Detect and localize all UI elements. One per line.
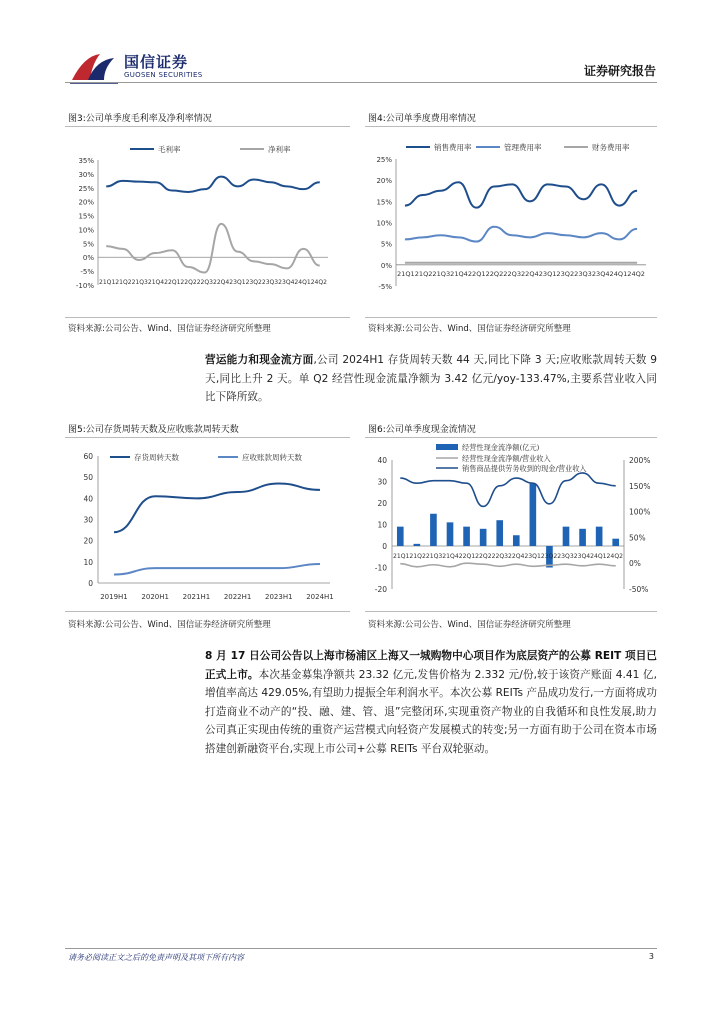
legend-swatch-bar (436, 444, 458, 450)
y-tick-label: 15% (78, 212, 94, 221)
y-tick-label-left: -20 (374, 585, 387, 594)
series-line-1 (405, 227, 637, 242)
series-line-0 (114, 484, 320, 533)
y-tick-label: 0% (380, 261, 392, 270)
y-tick-label: 50 (83, 473, 93, 483)
y-tick-label-left: 30 (377, 477, 387, 487)
figure5-title: 图5:公司存货周转天数及应收账款周转天数 (68, 425, 239, 435)
figure6-source: 资料来源:公司公告、Wind、国信证券经济研究所整理 (368, 620, 571, 630)
y-tick-label-right: 150% (629, 481, 651, 491)
logo-name: 国信证券 (124, 53, 189, 71)
y-tick-label: 60 (83, 452, 93, 461)
figure5-chart (68, 446, 350, 608)
legend-label: 销售费用率 (434, 143, 472, 152)
page-header (0, 0, 724, 90)
y-tick-label: 10% (376, 219, 392, 228)
figure5-bottom-rule (65, 611, 350, 612)
cashflow-bar (463, 527, 470, 546)
y-tick-label: 15% (376, 198, 392, 207)
report-type-label: 证券研究报告 (583, 64, 656, 78)
legend-label: 管理费用率 (504, 143, 542, 152)
ratio-line-0 (400, 563, 615, 567)
figure6-title: 图6:公司单季度现金流情况 (368, 425, 476, 435)
y-tick-label-left: 0 (382, 542, 387, 551)
paragraph-reit (205, 647, 657, 758)
cashflow-bar (480, 529, 487, 546)
figure4-bottom-rule (365, 317, 657, 318)
y-tick-label: 30% (78, 170, 94, 179)
cashflow-bar (447, 522, 454, 546)
header-divider (65, 82, 657, 83)
cashflow-bar (513, 535, 520, 546)
y-tick-label: 0% (82, 254, 94, 263)
figure3-bottom-rule (65, 317, 350, 318)
page-number: 3 (648, 952, 654, 961)
x-tick-label: 2023H1 (265, 593, 293, 601)
x-tick-label: 2022H1 (223, 593, 252, 601)
y-tick-label: -10% (75, 282, 94, 290)
y-tick-label-left: 10 (377, 520, 387, 530)
cashflow-bar (397, 527, 404, 546)
cashflow-bar (579, 529, 586, 546)
figure3-source: 资料来源:公司公告、Wind、国信证券经济研究所整理 (68, 324, 271, 334)
paragraph-operations-lead: 营运能力和现金流方面 (205, 354, 314, 366)
x-tick-label: 2019H1 (100, 593, 128, 601)
paragraph-reit-body: 本次基金募集净额共 23.32 亿元,发售价格为 2.332 元/份,较于该资产账面 4.41 亿,增值率高达 429.05%,有望助力提振全年利润水平。本次公募 REITs 产品成功发行,一方面将成功打造商业不动产的“投、融、建、管、退”完整闭环,实现重资产物业的自我循环和良性发展,助力公司真正实现由传统的重资产运营模式向轻资产发展模式的转变;另一方面有助于公司在资本市场搭建创新融资平台,实现上市公司+公募 REITs 平台双轮驱动。 (205, 668, 657, 755)
y-tick-label: 40 (83, 494, 93, 504)
figure4-title: 图4:公司单季度费用率情况 (368, 114, 476, 124)
figure4-top-rule (365, 126, 657, 127)
figure6-chart (362, 443, 657, 609)
y-tick-label: 25% (78, 184, 94, 193)
y-tick-label-right: 0% (629, 559, 641, 569)
cashflow-bar (530, 484, 537, 546)
x-tick-label: 2020H1 (141, 593, 169, 601)
logo-english-name: GUOSEN SECURITIES (124, 71, 203, 79)
y-tick-label: 10% (78, 226, 94, 235)
cashflow-bar (596, 527, 603, 546)
footer-divider (65, 948, 657, 949)
y-tick-label: 30 (83, 515, 93, 525)
x-tick-label: 2021H1 (182, 593, 211, 601)
y-tick-label-right: 200% (629, 456, 651, 465)
y-tick-label: 10 (83, 557, 93, 567)
y-tick-label: 25% (376, 156, 392, 164)
y-tick-label: 35% (78, 157, 94, 165)
legend-label: 销售商品提供劳务收到的现金/营业收入 (462, 464, 587, 473)
figure4-chart (368, 135, 657, 315)
figure3-chart (68, 135, 350, 315)
y-tick-label: -5% (80, 268, 94, 277)
figure5-source: 资料来源:公司公告、Wind、国信证券经济研究所整理 (68, 620, 271, 630)
x-tick-labels: 21Q121Q221Q321Q422Q122Q222Q322Q423Q123Q223Q323Q424Q124Q2 (393, 552, 623, 560)
legend-label: 经营性现金流净额/营业收入 (462, 454, 551, 463)
x-tick-labels: 21Q121Q221Q321Q422Q122Q222Q322Q423Q123Q223Q323Q424Q124Q2 (99, 278, 327, 286)
y-tick-label: 0 (88, 579, 93, 588)
paragraph-operations (205, 351, 657, 407)
figure3-title: 图3:公司单季度毛利率及净利率情况 (68, 114, 212, 124)
x-tick-labels: 21Q121Q221Q321Q422Q122Q222Q322Q423Q123Q223Q323Q424Q124Q2 (397, 270, 645, 278)
y-tick-label: 5% (82, 240, 94, 249)
guosen-logo-icon (70, 50, 122, 86)
series-line-1 (106, 224, 320, 273)
y-tick-label-left: 20 (377, 499, 387, 508)
y-tick-label: 20% (78, 198, 94, 207)
cashflow-bar (430, 514, 437, 546)
ratio-line-1 (400, 473, 615, 507)
y-tick-label-right: -50% (629, 585, 649, 594)
y-tick-label-left: 40 (377, 456, 387, 465)
figure3-top-rule (65, 126, 350, 127)
y-tick-label-right: 100% (629, 507, 651, 517)
y-tick-label-right: 50% (629, 533, 646, 543)
figure4-source: 资料来源:公司公告、Wind、国信证券经济研究所整理 (368, 324, 571, 334)
legend-label: 毛利率 (158, 145, 181, 154)
series-line-0 (106, 177, 320, 192)
footer-disclaimer: 请务必阅读正文之后的免责声明及其项下所有内容 (68, 953, 244, 962)
figure6-top-rule (365, 437, 657, 438)
legend-label: 应收账款周转天数 (242, 453, 302, 462)
y-tick-label: 20% (376, 177, 392, 186)
y-tick-label: 5% (380, 240, 392, 249)
series-line-0 (405, 182, 637, 207)
legend-label: 净利率 (268, 145, 291, 154)
y-tick-label-left: -10 (374, 563, 387, 573)
cashflow-bar (414, 544, 421, 546)
y-tick-label: -5% (378, 283, 392, 291)
cashflow-bar (563, 527, 570, 546)
figure6-bottom-rule (365, 611, 657, 612)
figure5-top-rule (65, 437, 350, 438)
y-tick-label: 20 (83, 536, 93, 546)
series-line-1 (114, 564, 320, 575)
legend-label: 财务费用率 (592, 143, 630, 152)
x-tick-label: 2024H1 (306, 593, 334, 601)
paragraph-reit-lead: 8 月 17 日公司公告以上海市杨浦区上海又一城购物中心项目作为底层资产的公募 REIT 项目已正式上市。 (205, 650, 657, 681)
legend-label: 存货周转天数 (134, 453, 179, 462)
guosen-logo (70, 50, 210, 86)
cashflow-bar (496, 520, 503, 546)
paragraph-operations-body: ,公司 2024H1 存货周转天数 44 天,同比下降 3 天;应收账款周转天数 9 天,同比上升 2 天。单 Q2 经营性现金流量净额为 3.42 亿元/yoy-133.47%,主要系营业收入同比下降所致。 (205, 354, 657, 403)
cashflow-bar (612, 539, 619, 546)
legend-label: 经营性现金流净额(亿元) (462, 443, 540, 452)
